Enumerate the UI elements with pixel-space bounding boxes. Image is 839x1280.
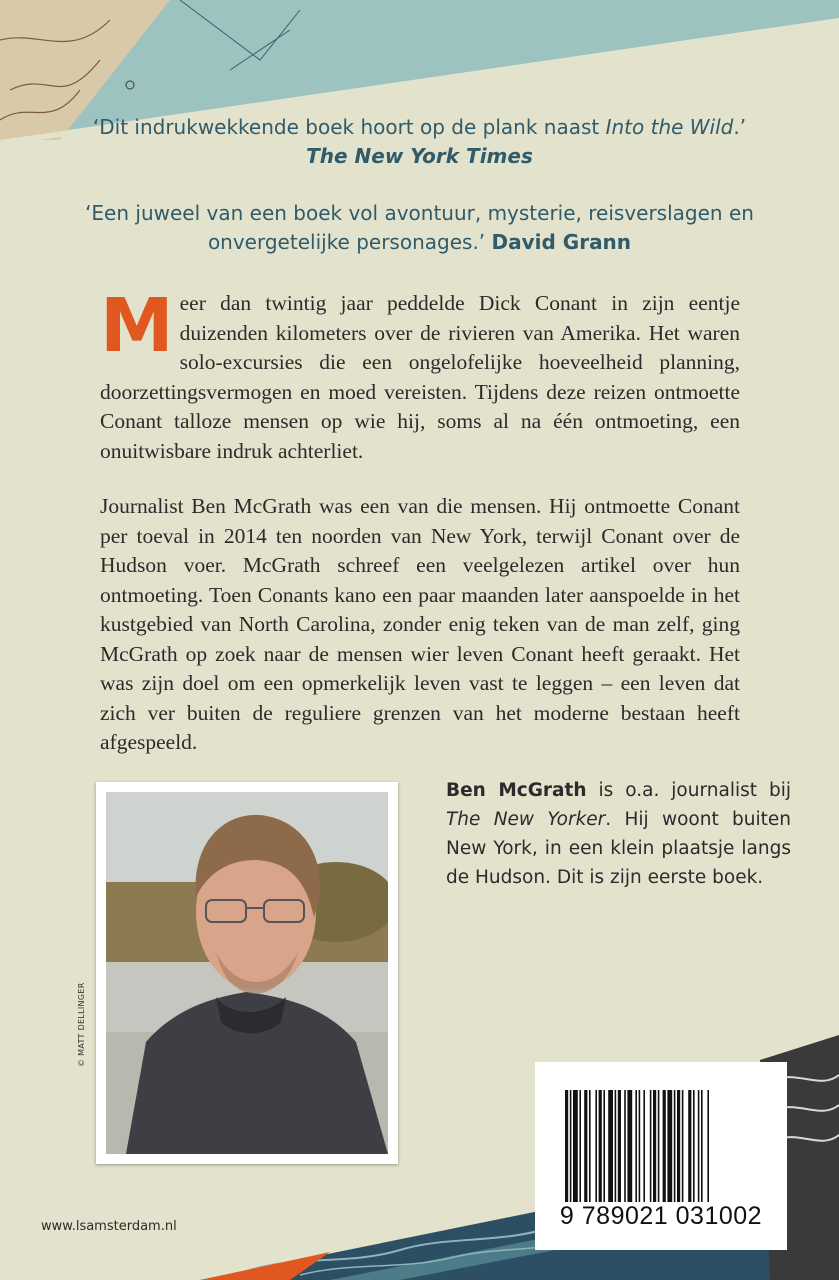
magazine-name: The New Yorker <box>446 809 606 830</box>
publisher-website: www.lsamsterdam.nl <box>41 1219 177 1234</box>
barcode-bar <box>579 1090 581 1202</box>
barcode-bar <box>599 1090 602 1202</box>
author-name: Ben McGrath <box>446 780 587 801</box>
barcode-bar <box>565 1090 568 1202</box>
barcode-bar <box>615 1090 617 1202</box>
review-quote-2: ‘Een juweel van een boek vol avontuur, mysterie, reisverslagen en onvergetelijke personages.’ David Grann <box>85 201 754 254</box>
barcode-bar <box>650 1090 652 1202</box>
barcode-bar <box>618 1090 621 1202</box>
barcode-bar <box>603 1090 605 1202</box>
barcode-bar <box>573 1090 578 1202</box>
quote-book-title: Into the Wild <box>605 115 734 139</box>
barcode-bar <box>635 1090 637 1202</box>
review-quote-1: ‘Dit indrukwekkende boek hoort op de plank naast Into the Wild.’ The New York Times <box>40 113 799 171</box>
barcode-bar <box>674 1090 676 1202</box>
barcode-bar <box>688 1090 691 1202</box>
drop-cap: M <box>100 283 174 369</box>
barcode-bar <box>589 1090 591 1202</box>
barcode-bar <box>698 1090 700 1202</box>
barcode-bar <box>707 1090 709 1202</box>
quote-source-2: David Grann <box>491 230 632 254</box>
author-bio: Ben McGrath is o.a. journalist bij The New Yorker. Hij woont buiten New York, in een klein plaatsje langs de Hudson. Dit is zijn eerste boek. <box>446 780 791 888</box>
barcode-bar <box>643 1090 645 1202</box>
blurb-paragraph-2: Journalist Ben McGrath was een van die mensen. Hij ontmoette Conant per toeval in 2014 ten noorden van New York, terwijl Conant over de Hudson voer. McGrath schreef een veelgelezen artikel over hun ontmoeting. Toen Conants kano een paar maanden later aanspoelde in het kustgebied van North Carolina, zonder enig teken van de man zelf, ging McGrath op zoek naar de mensen wier leven Conant heeft geraakt. Het was zijn doel om een opmerkelijk leven vast te leggen – een leven dat zich ver buiten de reguliere grenzen van het moderne bestaan heeft afgespeeld. <box>100 494 740 754</box>
barcode-bar <box>658 1090 660 1202</box>
barcode-bar <box>701 1090 703 1202</box>
barcode-bar <box>639 1090 641 1202</box>
barcode-bar <box>570 1090 572 1202</box>
barcode-box <box>535 1062 787 1250</box>
barcode-bar <box>653 1090 656 1202</box>
barcode-bar <box>663 1090 666 1202</box>
barcode-bar <box>608 1090 613 1202</box>
barcode-image <box>565 1090 760 1202</box>
blurb-paragraph-1: Meer dan twintig jaar peddelde Dick Conant in zijn eentje duizenden kilometers over de rivieren van Amerika. Het waren solo-excursies die een ongelofelijke hoeveelheid planning, doorzettingsvermogen en moed vereisten. Tijdens deze reizen ontmoette Conant talloze mensen op wie hij, soms al na één ontmoeting, een onuitwisbare indruk achterliet. <box>100 283 740 463</box>
quote-source-1: The New York Times <box>306 144 533 168</box>
barcode-bar <box>595 1090 597 1202</box>
barcode-bar <box>584 1090 587 1202</box>
barcode-bar <box>682 1090 684 1202</box>
photo-credit: © MATT DELLINGER <box>77 982 86 1067</box>
barcode-bar <box>667 1090 672 1202</box>
isbn-digits: 9 789021 031002 <box>559 1202 763 1230</box>
barcode-bar <box>693 1090 695 1202</box>
barcode-bar <box>624 1090 626 1202</box>
barcode-bar <box>627 1090 632 1202</box>
barcode-bar <box>677 1090 680 1202</box>
